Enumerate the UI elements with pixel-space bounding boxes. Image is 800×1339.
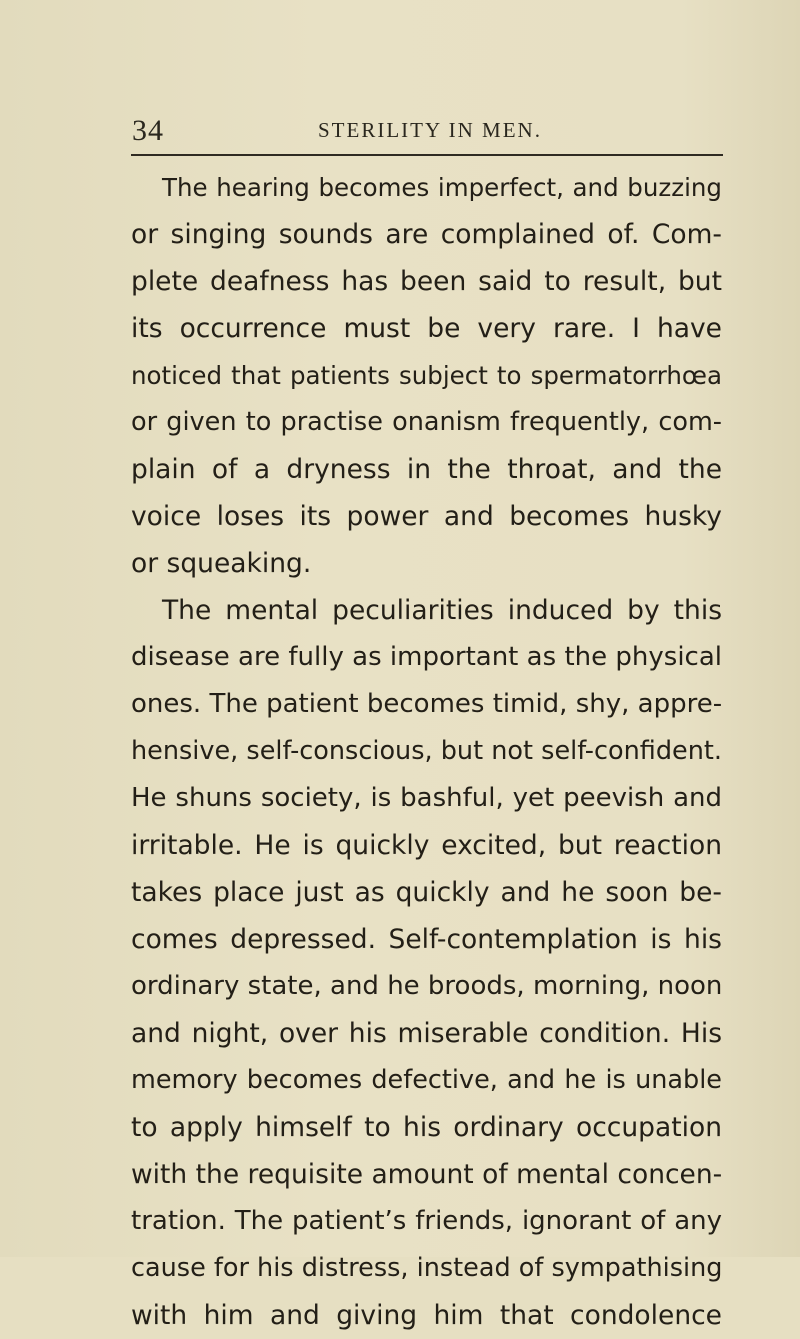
text-line: noticed that patients subject to spermatorrhœa — [131, 361, 722, 390]
text-line: plain of a dryness in the throat, and the — [131, 454, 722, 485]
text-line: takes place just as quickly and he soon be- — [131, 877, 722, 908]
text-line: The mental peculiarities induced by this — [162, 595, 722, 626]
text-line: irritable. He is quickly excited, but reaction — [131, 830, 722, 861]
text-line: cause for his distress, instead of sympathising — [131, 1253, 723, 1283]
text-line: with the requisite amount of mental concen- — [131, 1159, 723, 1190]
running-title: STERILITY IN MEN. — [318, 118, 542, 142]
text-line: He shuns society, is bashful, yet peevish and — [131, 783, 722, 813]
text-line: or squeaking. — [131, 548, 312, 579]
text-line: ordinary state, and he broods, morning, noon — [131, 971, 723, 1001]
text-line: to apply himself to his ordinary occupation — [131, 1112, 722, 1143]
page-header — [0, 104, 800, 147]
text-line: or singing sounds are complained of. Com- — [131, 219, 722, 250]
text-line: or given to practise onanism frequently, com- — [131, 407, 722, 437]
text-line: its occurrence must be very rare. I have — [131, 313, 722, 344]
text-line: voice loses its power and becomes husky — [131, 501, 722, 532]
text-line: plete deafness has been said to result, but — [131, 266, 722, 297]
text-line: disease are fully as important as the physical — [131, 642, 722, 672]
text-line: comes depressed. Self-contemplation is his — [131, 924, 722, 955]
text-line: memory becomes defective, and he is unable — [131, 1065, 722, 1095]
body-text — [131, 164, 722, 1339]
text-line: ones. The patient becomes timid, shy, appre- — [131, 689, 723, 719]
text-line: tration. The patient’s friends, ignorant of any — [131, 1206, 722, 1236]
header-rule — [131, 154, 723, 156]
text-line: and night, over his miserable condition. His — [131, 1018, 722, 1049]
page-number: 34 — [132, 114, 164, 147]
text-line: with him and giving him that condolence — [131, 1300, 722, 1331]
text-line: hensive, self-conscious, but not self-confident. — [131, 736, 722, 766]
text-line: The hearing becomes imperfect, and buzzing — [162, 173, 722, 202]
